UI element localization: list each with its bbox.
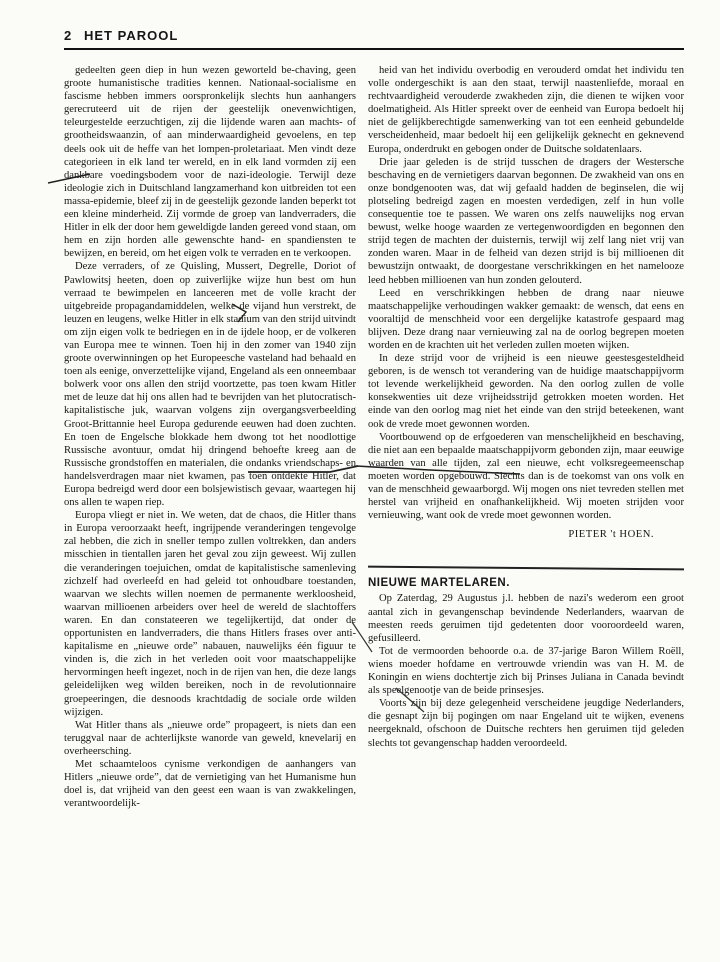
article-paragraph: Deze verraders, of ze Quisling, Mussert, Degrelle, Doriot of Pawlowitsj heeten, doen op zuiverlijke wijze hun best om hun verraad te bewimpelen en lanceeren met de volle kracht der uitgebreide propagandamiddelen, welke de vijand hun verstrekt, de leuzen en leugens, welke Hitler in elk stadium van den strijd uitvindt om zijn eigen volk te bedriegen en in de ijdele hoop, er de volkeren van Europa mee te winnen. Toen hij in den zomer van 1940 zijn groote overwinningen op het Europeesche vasteland had behaald en toen als eenige, onverzettelijke vijand, Engeland als een onneembaar bolwerk voor ons allen den strijd voortzette, pas toen kwam Hitler met de leuze dat hij ons allen had te bevrijden van het plutocratisch-kapitalistische juk, waarvan volgens zijn overgangsverbeelding Groot-Brittannie heel Europa gedurende eeuwen had doen zuchten. En toen de Engelsche blokkade hem dwong tot het noodlottige Russische avontuur, omdat hij dringend behoefte kreeg aan de Russische grondstoffen en materialen, die ondanks vriendschaps- en handelsverdragen maar niet kwamen, pas toen ontdekte Hitler, dat Europa bedreigd werd door een bolsjewistisch gevaar, waartegen hij ons allen te wapen riep. [64,261,356,509]
article-paragraph: Wat Hitler thans als „nieuwe orde” propageert, is niets dan een teruggval naar de achterlijkste wanorde van geweld, knevelarij en overheersching. [64,719,356,757]
article-paragraph: Op Zaterdag, 29 Augustus j.l. hebben de nazi's wederom een groot aantal zich in gevangenschap bevindende Nederlanders, waarvan de meesten reeds geruimen tijd gedetenten door vooroordeeld waren, gefusilleerd. [368,593,684,644]
article-paragraph: Tot de vermoorden behoorde o.a. de 37-jarige Baron Willem Roëll, wiens moeder hofdame en vertrouwde vriendin was van H. M. de Koningin en wiens dochtertje zich bij Prinses Juliana in Canada bevindt als speelgenootje van de beide prinsesjes. [368,645,684,697]
article-paragraph: heid van het individu overbodig en verouderd omdat het individu ten volle ondergeschikt is aan den staat, terwijl naastenliefde, moraal en rechtvaardigheid verouderde zwakheden zijn, die dienen te wijken voor doelmatigheid. Als Hitler spreekt over de eenheid van Europa bedoelt hij niet de gelijkberechtigde samenwerking van tot een eenheid gebundelde verscheidenheid, maar bedoelt hij een gelijkelijk geknecht en geknevend Europa, onderdrukt en gebogen onder de Duitsche soldatenlaars. [368,65,684,155]
section-divider [368,566,684,571]
article-paragraph: Met schaamteloos cynisme verkondigen de aanhangers van Hitlers „nieuwe orde”, dat de vernietiging van het Humanisme hun doel is, dat vrijheid van den geest een waan is van zwakkelingen, verantwoordelijk- [64,758,356,810]
section-heading: NIEUWE MARTELAREN. [368,577,510,590]
newspaper-title: HET PAROOL [84,28,179,43]
article-paragraph: Drie jaar geleden is de strijd tusschen de dragers der Westersche beschaving en de vernietigers daarvan begonnen. De zwakheid van ons en onze bondgenooten was, dat wij gefaald hadden de beginselen, die wij plotseling bedreigd zagen en moesten verdedigen, zelf in hun volle consequentie toe te passen. We waren ons zelfs nauwelijks nog ervan bewust, welke hooge waarden ze vertegenwoordigden en begonnen den strijd tegen de machten der duisternis, terwijl wij zelf lang niet vrij van zonden waren. Maar in de felheid van dezen strijd is bij millioenen dit bewustzijn ontwaakt, de doorgestane verschrikkingen en het namelooze leed hebben millioenen van hun zonden gelouterd. [368,156,684,286]
page-header [64,26,684,50]
right-column [368,64,684,944]
author-signature: PIETER 't HOEN. [568,529,654,541]
left-column [64,64,356,944]
page-number: 2 [64,28,72,43]
article-paragraph: In deze strijd voor de vrijheid is een nieuwe geestesgesteldheid geboren, is de wensch tot verandering van de huidige maatschappijvorm tot levende werkelijkheid geworden. Na den oorlog zullen de volle konsekwenties uit deze vrijheidsstrijd getrokken moeten worden. Het einde van den oorlog mag niet het einde van den strijd beteekenen, want ook de vrede moet gewonnen worden. [368,353,684,430]
article-paragraph: Voortbouwend op de erfgoederen van menschelijkheid en beschaving, die niet aan een bepaalde maatschappijvorm gebonden zijn, maar eeuwige waarden van alle tijden, zal een nieuwe, echt volksregeemeenschap moeten worden opgebouwd. Slechts dan is de toekomst van ons volk en van de menschheid gewaarborgd. Wij mogen ons niet tevreden stellen met herstel van vrijheid en onafhankelijkheid. Wij moeten strijden voor vernieuwing, want ook de vrede moet gewonnen worden. [368,431,684,522]
article-paragraph: gedeelten geen diep in hun wezen geworteld be-chaving, geen groote humanistische tradities kennen. Nationaal-socialisme en fascisme hebben immers oorspronkelijk slechts hun aanhangers gerecruteerd uit de rijen der geestelijk onevenwichtigen, teleurgestelde eerzuchtigen, zij die lijdende waren aan machts- of grootheidswaanzin, of aan minderwaardigheid gevoelens, en tep deels ook uit de heffe van het lompen-proletariaat. Men vindt deze categorieen in elk land ter wereld, en in elk land vormden zij een dankbare voedingsbodem voor de nazi-ideologie. Terwijl deze ideologie zich in Duitschland langzamerhand kon uitbreiden tot een massa-epidemie, bleef zij in de geestelijk gezonde landen beperkt tot een kleine minderheid. Zij vormde de groep van landverraders, die Hitler in elk der door hem geweldigde landen gereed vond staan, om hem en zijn horden alle gewenschte hand- en spandiensten te bewijzen, en bereid, om het eigen volk te verraden en te verkoopen. [64,65,356,260]
article-paragraph: Voorts zijn bij deze gelegenheid verscheidene jeugdige Nederlanders, die gesnapt zijn bij pogingen om naar Engeland uit te wijken, evenens neergeknald, ofschoon de Duitsche rechters hen geruimen tijd geleden slechts tot gevangenschap hadden veroordeeld. [368,698,684,749]
article-paragraph: Leed en verschrikkingen hebben de drang naar nieuwe maatschappelijke verhoudingen wakker gemaakt: de wensch, dat eens en vooraltijd de menschheid voor een dergelijke katastrofe gespaard mag blijven. Deze drang naar vernieuwing zal na de oorlog begrepen moeten worden en de krachten uit het verleden zullen moeten wijken. [368,287,684,351]
article-paragraph: Europa vliegt er niet in. We weten, dat de chaos, die Hitler thans in Europa veroorzaakt heeft, ingrijpende veranderingen tengevolge zal hebben, die zich in sneller tempo zullen voltrekken, dan anders misschien in tientallen jaren het geval zou zijn geweest. Wij zullen die veranderingen toejuichen, omdat de kapitalistische samenleving zichzelf had overleefd en had geleid tot onhoudbare toestanden, waarvan we slechts willen noemen de permanente werkloosheid, waarvan millioenen arbeiders over heel de wereld de slachtoffers waren. En dan constateeren we tegelijkertijd, dat onder de opportunisten en landverraders, die thans Hitlers frases over anti-kapitalisme en „nieuwe orde” nabauen, nauwelijks één figuur te vinden is, die zich in het verleden ooit voor maatschappelijke hervormingen heeft ingezet, noch in de rijen van hen, die deze langs geleidelijken weg wilden bereiken, noch in de revolutionnaire groepeeringen, die desnoods krachtdadig de sociale orde wilden wijzigen. [64,510,356,718]
